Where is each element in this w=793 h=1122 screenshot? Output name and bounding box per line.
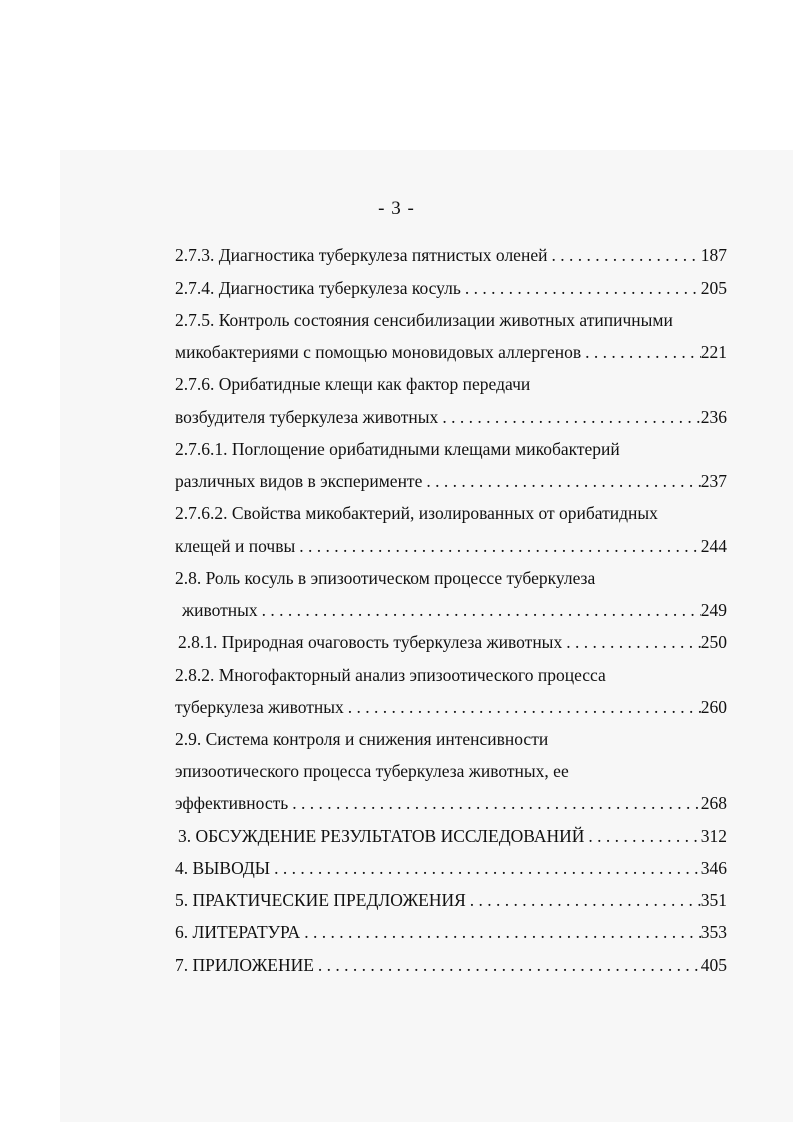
toc-entry [175,275,727,301]
toc-entry [175,468,727,494]
toc-entry [175,533,727,559]
toc-entry [175,404,727,430]
toc-entry [175,790,727,816]
toc-entry-title: животных [182,600,258,620]
toc-entry [175,242,727,268]
dot-leader [300,919,701,945]
toc-entry-title: 6. ЛИТЕРАТУРА [175,922,301,942]
page-number: - 3 - [378,198,415,219]
toc-entry [175,565,727,591]
toc-entry [175,726,727,752]
toc-entry-page: 205 [700,278,727,298]
dot-leader [466,887,701,913]
toc-entry-title: 2.9. Система контроля и снижения интенсивности [175,729,549,749]
toc-entry-page: 346 [700,858,727,878]
toc-entry [175,952,727,978]
toc-entry-title: различных видов в эксперименте [175,471,423,491]
toc-entry [175,500,727,526]
toc-entry-title: 4. ВЫВОДЫ [175,858,271,878]
toc-entry-page: 268 [700,793,727,813]
toc-entry [175,758,727,784]
dot-leader [461,275,701,301]
toc-entry-title: 2.7.4. Диагностика туберкулеза косуль [175,278,461,298]
toc-entry-title: 5. ПРАКТИЧЕСКИЕ ПРЕДЛОЖЕНИЯ [175,890,466,910]
toc-entry-page: 249 [700,600,727,620]
toc-entry [175,919,727,945]
dot-leader [584,823,700,849]
toc-entry-title: клещей и почвы [175,536,296,556]
toc-entry [175,307,727,333]
toc-entry-title: 2.8.1. Природная очаговость туберкулеза животных [178,632,563,652]
toc-entry-title: 2.7.5. Контроль состояния сенсибилизации животных атипичными [175,310,673,330]
toc-entry [175,694,727,720]
toc-entry [175,855,727,881]
toc-entry-title: 2.7.3. Диагностика туберкулеза пятнистых оленей [175,245,548,265]
dot-leader [562,629,701,655]
toc-entry-title: возбудителя туберкулеза животных [175,407,439,427]
toc-entry-title: эффективность [175,793,289,813]
dot-leader [422,468,700,494]
toc-entry-page: 351 [700,890,727,910]
toc-entry [175,371,727,397]
dot-leader [270,855,701,881]
dot-leader [288,790,701,816]
toc-entry-page: 250 [700,632,727,652]
toc-entry-title: туберкулеза животных [175,697,344,717]
toc-entry-page: 187 [700,245,727,265]
toc-entry-page: 405 [700,955,727,975]
toc-entry-page: 244 [700,536,727,556]
dot-leader [344,694,701,720]
toc-entry-title: 2.8. Роль косуль в эпизоотическом процессе туберкулеза [175,568,596,588]
toc-entry-title: 2.7.6.1. Поглощение орибатидными клещами микобактерий [175,439,620,459]
toc-entry [175,436,727,462]
toc-entry-page: 221 [700,342,727,362]
toc-entry-page: 237 [700,471,727,491]
toc-entry-title: микобактериями с помощью моновидовых аллергенов [175,342,582,362]
dot-leader [258,597,701,623]
toc-entry [175,887,727,913]
toc-entry [178,629,727,655]
toc-entry-title: эпизоотического процесса туберкулеза животных, ее [175,761,569,781]
toc-entry-title: 2.8.2. Многофакторный анализ эпизоотического процесса [175,665,606,685]
dot-leader [547,242,700,268]
toc-entry [175,662,727,688]
toc-entry-title: 2.7.6.2. Свойства микобактерий, изолированных от орибатидных [175,503,658,523]
toc-entry-page: 260 [700,697,727,717]
dot-leader [438,404,700,430]
toc-entry [175,339,727,365]
toc-entry-title: 7. ПРИЛОЖЕНИЕ [175,955,314,975]
toc-entry-page: 236 [700,407,727,427]
toc-entry-title: 3. ОБСУЖДЕНИЕ РЕЗУЛЬТАТОВ ИССЛЕДОВАНИЙ [178,826,585,846]
dot-leader [295,533,701,559]
toc-entry-title: 2.7.6. Орибатидные клещи как фактор передачи [175,374,531,394]
toc-entry [178,823,727,849]
dot-leader [581,339,701,365]
dot-leader [314,952,701,978]
toc-entry [182,597,727,623]
toc-entry-page: 312 [700,826,727,846]
toc-entry-page: 353 [700,922,727,942]
